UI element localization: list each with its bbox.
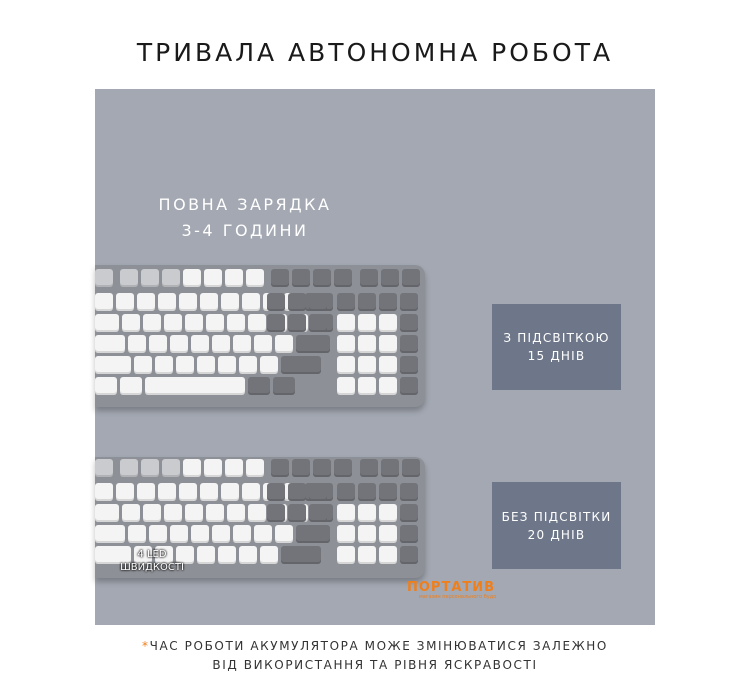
keycap <box>337 377 355 395</box>
battery-note <box>0 637 750 675</box>
keycap <box>248 504 266 522</box>
keycap <box>176 356 194 374</box>
keycap <box>273 377 295 395</box>
keycap <box>358 335 376 353</box>
keycap <box>313 459 331 477</box>
keycap <box>221 483 239 501</box>
keycap <box>267 504 285 522</box>
keycap <box>141 269 159 287</box>
keycap <box>137 293 155 311</box>
keycap <box>170 335 188 353</box>
keycap <box>162 269 180 287</box>
keycap <box>116 293 134 311</box>
led-line-2: ШВИДКОСТІ <box>120 562 184 573</box>
keycap <box>185 314 203 332</box>
no-backlight-info-box <box>492 482 621 569</box>
keycap <box>400 483 418 501</box>
keycap <box>288 314 306 332</box>
keycap <box>225 459 243 477</box>
keycap <box>128 525 146 543</box>
charge-line-2: 3-4 ГОДИНИ <box>181 221 309 240</box>
keycap <box>400 546 418 564</box>
keycap <box>402 269 420 287</box>
keycap <box>95 483 113 501</box>
keycap <box>185 504 203 522</box>
logo-name: ПОРТАТИВ <box>407 580 496 595</box>
keycap <box>309 293 327 311</box>
keycap <box>267 483 285 501</box>
keycap <box>337 356 355 374</box>
keycap <box>95 293 113 311</box>
keycap <box>137 483 155 501</box>
keycap <box>246 269 264 287</box>
keycap <box>141 459 159 477</box>
keycap <box>95 356 131 374</box>
keycap <box>149 525 167 543</box>
keycap <box>275 335 293 353</box>
keycap <box>400 504 418 522</box>
keycap <box>337 525 355 543</box>
keycap <box>337 504 355 522</box>
keycap <box>95 269 113 287</box>
keycap <box>379 525 397 543</box>
keycap <box>197 356 215 374</box>
keycap <box>239 546 257 564</box>
keycap <box>379 483 397 501</box>
keycap <box>379 546 397 564</box>
keycap <box>120 459 138 477</box>
backlight-info-box <box>492 304 621 390</box>
keycap <box>379 314 397 332</box>
keycap <box>149 335 167 353</box>
keycap <box>288 504 306 522</box>
keycap <box>200 483 218 501</box>
keycap <box>95 377 117 395</box>
keycap <box>281 546 321 564</box>
keycap <box>260 546 278 564</box>
keycap <box>271 269 289 287</box>
keycap <box>197 546 215 564</box>
keycap <box>337 293 355 311</box>
keycap <box>170 525 188 543</box>
keycap <box>400 377 418 395</box>
keycap <box>313 269 331 287</box>
keycap <box>95 504 119 522</box>
keycap <box>358 293 376 311</box>
keycap <box>183 459 201 477</box>
logo-tagline: магазин персонального будо <box>419 594 497 600</box>
keycap <box>296 525 330 543</box>
no-backlight-line-1: БЕЗ ПІДСВІТКИ <box>501 509 612 524</box>
keycap <box>337 335 355 353</box>
keycap <box>239 356 257 374</box>
keycap <box>206 504 224 522</box>
keycap <box>267 293 285 311</box>
keycap <box>233 335 251 353</box>
keycap <box>337 483 355 501</box>
keycap <box>191 525 209 543</box>
keycap <box>288 483 306 501</box>
keycap <box>143 504 161 522</box>
note-line-1 <box>0 637 750 656</box>
keycap <box>358 504 376 522</box>
keycap <box>204 269 222 287</box>
keycap <box>95 314 119 332</box>
keycap <box>218 356 236 374</box>
keycap <box>400 335 418 353</box>
keycap <box>143 314 161 332</box>
keycap <box>379 504 397 522</box>
keycap <box>337 314 355 332</box>
keycap <box>400 314 418 332</box>
keycap <box>227 314 245 332</box>
no-backlight-line-2: 20 ДНІВ <box>527 527 586 542</box>
keycap <box>212 335 230 353</box>
keycap <box>116 483 134 501</box>
keycap <box>221 293 239 311</box>
keycap <box>122 504 140 522</box>
keycap <box>358 525 376 543</box>
backlight-line-1: З ПІДСВІТКОЮ <box>503 331 610 345</box>
keycap <box>381 269 399 287</box>
keycap <box>242 293 260 311</box>
keycap <box>334 459 352 477</box>
keycap <box>212 525 230 543</box>
keycap <box>292 269 310 287</box>
keycap <box>400 356 418 374</box>
keycap <box>225 269 243 287</box>
keycap <box>183 269 201 287</box>
keycap <box>281 356 321 374</box>
keycap <box>204 459 222 477</box>
keycap <box>358 377 376 395</box>
keycap <box>292 459 310 477</box>
keycap <box>179 293 197 311</box>
keycap <box>120 269 138 287</box>
keycap <box>179 483 197 501</box>
keycap <box>254 525 272 543</box>
note-line-2: ВІД ВИКОРИСТАННЯ ТА РІВНЯ ЯСКРАВОСТІ <box>212 658 538 672</box>
backlight-line-2: 15 ДНІВ <box>527 349 586 363</box>
keycap <box>360 459 378 477</box>
keycap <box>296 335 330 353</box>
led-speeds-caption <box>112 548 192 574</box>
keycap <box>275 525 293 543</box>
keycap <box>334 269 352 287</box>
keycap <box>191 335 209 353</box>
keycap <box>122 314 140 332</box>
keycap <box>309 314 327 332</box>
keycap <box>309 483 327 501</box>
keycap <box>128 335 146 353</box>
keycap <box>402 459 420 477</box>
keycap <box>134 356 152 374</box>
page-title: ТРИВАЛА АВТОНОМНА РОБОТА <box>136 38 614 67</box>
keycap <box>206 314 224 332</box>
keycap <box>248 377 270 395</box>
keycap <box>164 314 182 332</box>
charge-caption <box>120 192 370 244</box>
keycap <box>267 314 285 332</box>
keycap <box>379 335 397 353</box>
keycap <box>248 314 266 332</box>
keycap <box>358 546 376 564</box>
keycap <box>145 377 245 395</box>
keycap <box>246 459 264 477</box>
keycap <box>200 293 218 311</box>
keycap <box>95 525 125 543</box>
charge-line-1: ПОВНА ЗАРЯДКА <box>158 195 332 214</box>
keycap <box>227 504 245 522</box>
note-asterisk: * <box>142 639 150 653</box>
keycap <box>400 525 418 543</box>
keycap <box>120 377 142 395</box>
keyboard-backlit-image <box>95 265 425 407</box>
keycap <box>158 483 176 501</box>
keycap <box>379 356 397 374</box>
keycap <box>260 356 278 374</box>
keycap <box>254 335 272 353</box>
keycap <box>337 546 355 564</box>
keycap <box>218 546 236 564</box>
keycap <box>95 459 113 477</box>
keycap <box>360 269 378 287</box>
keycap <box>358 314 376 332</box>
keycap <box>233 525 251 543</box>
keycap <box>358 356 376 374</box>
note-text-1: ЧАС РОБОТИ АКУМУЛЯТОРА МОЖЕ ЗМІНЮВАТИСЯ ЗАЛЕЖНО <box>149 639 608 653</box>
keycap <box>242 483 260 501</box>
keycap <box>288 293 306 311</box>
keycap <box>162 459 180 477</box>
keycap <box>400 293 418 311</box>
keycap <box>309 504 327 522</box>
keycap <box>155 356 173 374</box>
keycap <box>381 459 399 477</box>
keycap <box>95 335 125 353</box>
keycap <box>158 293 176 311</box>
keycap <box>164 504 182 522</box>
led-line-1: 4 LED <box>137 549 167 560</box>
keycap <box>358 483 376 501</box>
keycap <box>379 293 397 311</box>
keycap <box>271 459 289 477</box>
keycap <box>379 377 397 395</box>
store-logo <box>407 580 527 602</box>
